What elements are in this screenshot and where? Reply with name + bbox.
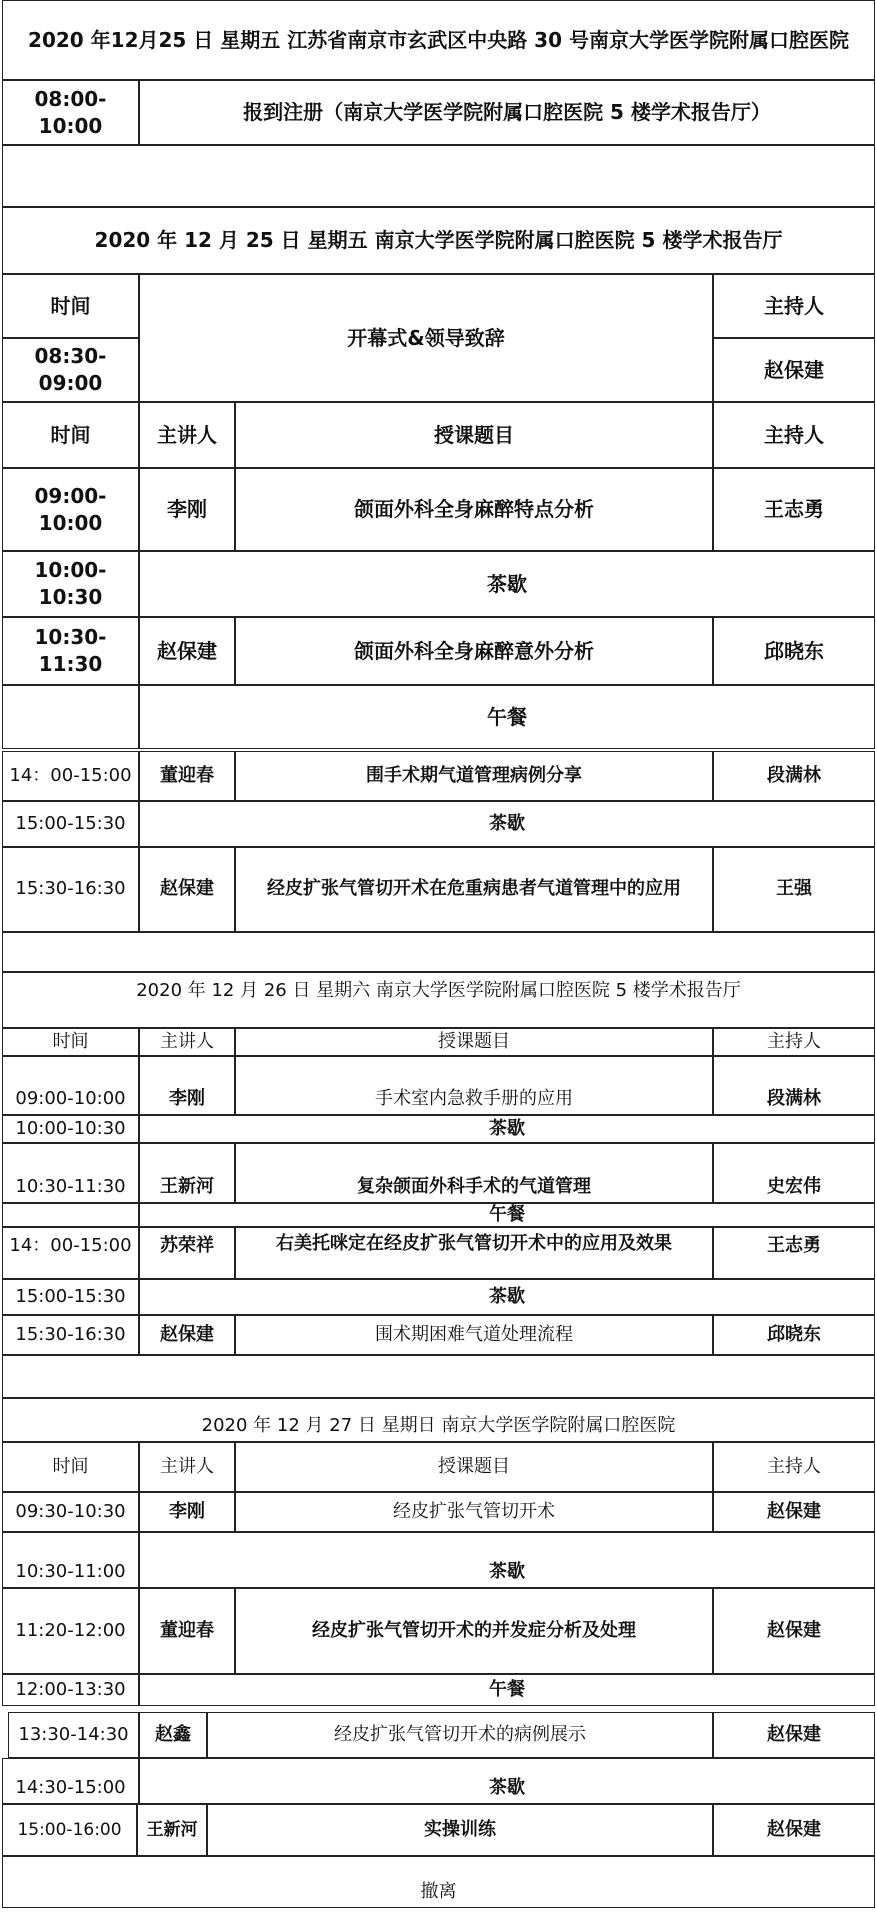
table-row-event: 午餐 — [139, 685, 875, 749]
table-row-time: 14:30-15:00 — [2, 1758, 139, 1804]
table-row-speaker: 赵保建 — [139, 617, 235, 685]
table-row-time — [2, 685, 139, 749]
table-row-speaker: 董迎春 — [139, 1588, 235, 1674]
table-row-topic: 手术室内急救手册的应用 — [235, 1056, 713, 1115]
table-row-topic: 颌面外科全身麻醉特点分析 — [235, 468, 713, 551]
table-row-time: 13:30-14:30 — [8, 1712, 139, 1758]
spacer-row — [2, 1355, 875, 1398]
table-row-time: 10:00-10:30 — [2, 551, 139, 617]
day1-header-time: 时间 — [2, 402, 139, 468]
table-row-topic: 围术期困难气道处理流程 — [235, 1315, 713, 1355]
table-row-host: 赵保建 — [713, 1588, 875, 1674]
table-row-time: 09:30-10:30 — [2, 1492, 139, 1532]
table-row-speaker: 董迎春 — [139, 751, 235, 801]
table-row-event: 茶歇 — [139, 1279, 875, 1315]
closing-row: 撤离 — [2, 1856, 875, 1908]
day2-header-speaker: 主讲人 — [139, 1028, 235, 1056]
table-row-time: 10:00-10:30 — [2, 1115, 139, 1143]
table-row-host: 段满林 — [713, 1056, 875, 1115]
table-row-event: 茶歇 — [139, 801, 875, 847]
table-row-time: 10:30-11:30 — [2, 617, 139, 685]
registration-text: 报到注册（南京大学医学院附属口腔医院 5 楼学术报告厅） — [139, 80, 875, 145]
table-row-time: 15:00-15:30 — [2, 1279, 139, 1315]
registration-time: 08:00-10:00 — [2, 80, 139, 145]
table-row-speaker: 王新河 — [137, 1804, 207, 1856]
table-row-speaker: 赵鑫 — [139, 1712, 207, 1758]
table-row-topic: 经皮扩张气管切开术在危重病患者气道管理中的应用 — [235, 847, 713, 932]
table-row-time: 12:00-13:30 — [2, 1674, 139, 1706]
table-row-speaker: 李刚 — [139, 468, 235, 551]
table-row-time: 09:00-10:00 — [2, 1056, 139, 1115]
table-row-event: 茶歇 — [139, 551, 875, 617]
table-row-event: 茶歇 — [139, 1115, 875, 1143]
banner: 2020 年12月25 日 星期五 江苏省南京市玄武区中央路 30 号南京大学医学院附属口腔医院 — [2, 0, 875, 80]
day1-header-host: 主持人 — [713, 402, 875, 468]
table-row-host: 赵保建 — [713, 1492, 875, 1532]
table-row-time: 14：00-15:00 — [2, 751, 139, 801]
table-row-event: 午餐 — [139, 1674, 875, 1706]
table-row-speaker: 苏荣祥 — [139, 1227, 235, 1279]
table-row-time: 15:00-16:00 — [2, 1804, 137, 1856]
table-row-speaker: 赵保建 — [139, 847, 235, 932]
day2-title: 2020 年 12 月 26 日 星期六 南京大学医学院附属口腔医院 5 楼学术报告厅 — [2, 972, 875, 1028]
day1-opening-time: 08:30-09:00 — [2, 338, 139, 402]
day2-header-host: 主持人 — [713, 1028, 875, 1056]
table-row-host: 赵保建 — [713, 1712, 875, 1758]
table-row-event: 茶歇 — [139, 1758, 875, 1804]
table-row-time: 10:30-11:00 — [2, 1532, 139, 1588]
table-row-time — [2, 1203, 139, 1227]
table-row-speaker: 李刚 — [139, 1056, 235, 1115]
table-row-time: 15:30-16:30 — [2, 1315, 139, 1355]
table-row-host: 王志勇 — [713, 1227, 875, 1279]
day1-header-topic: 授课题目 — [235, 402, 713, 468]
table-row-topic: 经皮扩张气管切开术的并发症分析及处理 — [235, 1588, 713, 1674]
table-row-speaker: 李刚 — [139, 1492, 235, 1532]
table-row-topic: 右美托咪定在经皮扩张气管切开术中的应用及效果 — [235, 1227, 713, 1279]
table-row-topic: 颌面外科全身麻醉意外分析 — [235, 617, 713, 685]
table-row-topic: 经皮扩张气管切开术 — [235, 1492, 713, 1532]
table-row-time: 09:00-10:00 — [2, 468, 139, 551]
day1-opening-host-label: 主持人 — [713, 274, 875, 338]
day3-header-host: 主持人 — [713, 1442, 875, 1492]
table-row-event: 午餐 — [139, 1203, 875, 1227]
table-row-time: 14：00-15:00 — [2, 1227, 139, 1279]
day1-title: 2020 年 12 月 25 日 星期五 南京大学医学院附属口腔医院 5 楼学术报告厅 — [2, 207, 875, 274]
table-row-time: 15:00-15:30 — [2, 801, 139, 847]
table-row-speaker: 赵保建 — [139, 1315, 235, 1355]
day2-header-topic: 授课题目 — [235, 1028, 713, 1056]
day3-header-time: 时间 — [2, 1442, 139, 1492]
table-row-time: 15:30-16:30 — [2, 847, 139, 932]
table-row-topic: 复杂颌面外科手术的气道管理 — [235, 1143, 713, 1203]
day1-opening-time-label: 时间 — [2, 274, 139, 338]
table-row-speaker: 王新河 — [139, 1143, 235, 1203]
table-row-host: 史宏伟 — [713, 1143, 875, 1203]
spacer-row — [2, 145, 875, 207]
table-row-topic: 围手术期气道管理病例分享 — [235, 751, 713, 801]
table-row-event: 茶歇 — [139, 1532, 875, 1588]
day3-header-topic: 授课题目 — [235, 1442, 713, 1492]
day1-header-speaker: 主讲人 — [139, 402, 235, 468]
table-row-host: 邱晓东 — [713, 1315, 875, 1355]
table-row-host: 赵保建 — [713, 1804, 875, 1856]
table-row-host: 王强 — [713, 847, 875, 932]
table-row-topic: 经皮扩张气管切开术的病例展示 — [207, 1712, 713, 1758]
table-row-time: 10:30-11:30 — [2, 1143, 139, 1203]
day1-opening-host: 赵保建 — [713, 338, 875, 402]
table-row-host: 段满林 — [713, 751, 875, 801]
spacer-row — [2, 932, 875, 972]
table-row-time: 11:20-12:00 — [2, 1588, 139, 1674]
table-row-host: 王志勇 — [713, 468, 875, 551]
table-row-host: 邱晓东 — [713, 617, 875, 685]
table-row-topic: 实操训练 — [207, 1804, 713, 1856]
day3-header-speaker: 主讲人 — [139, 1442, 235, 1492]
day2-header-time: 时间 — [2, 1028, 139, 1056]
day1-opening-event: 开幕式&领导致辞 — [139, 274, 713, 402]
day3-title: 2020 年 12 月 27 日 星期日 南京大学医学院附属口腔医院 — [2, 1398, 875, 1442]
